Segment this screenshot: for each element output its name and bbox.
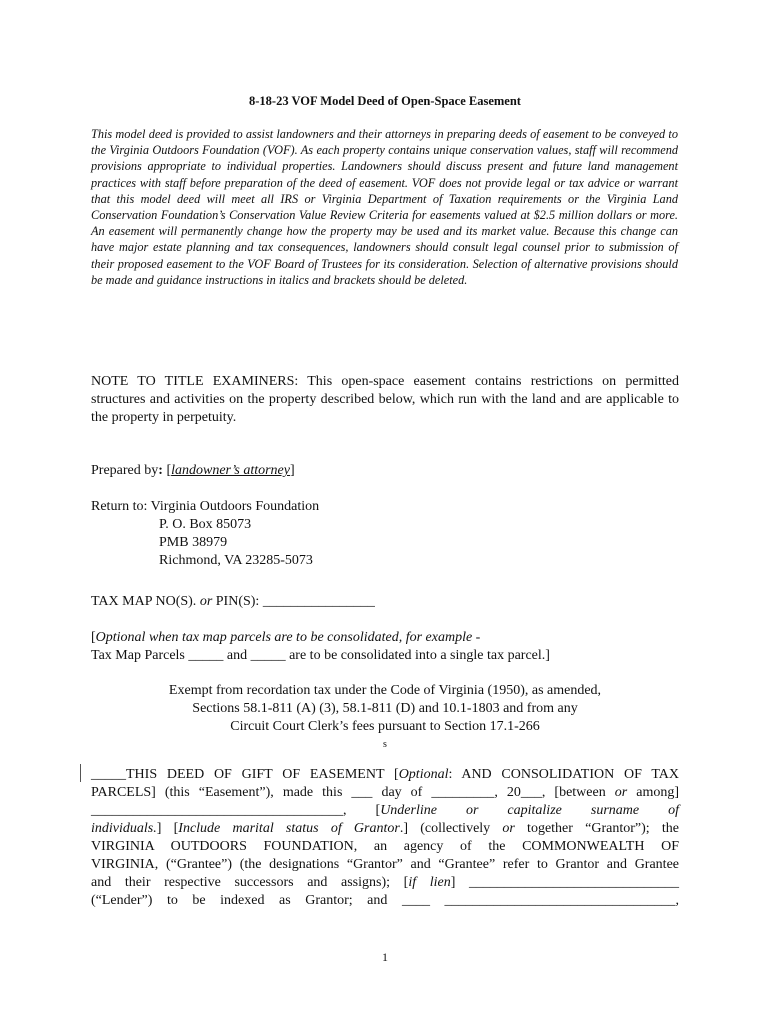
return-to-label: Return to: — [91, 499, 151, 514]
text-cursor-bar — [80, 764, 81, 782]
prepared-by-colon: : — [158, 463, 163, 478]
deed-line-4d: .] (collectively — [399, 821, 503, 836]
deed-line-1 — [91, 766, 679, 784]
deed-line-7b: if lien — [408, 875, 451, 890]
deed-line-7c: ] ______________________________ — [450, 875, 679, 890]
deed-opening-paragraph — [91, 766, 679, 910]
deed-line-4f: together “Grantor”); the — [514, 821, 679, 836]
recordation-exemption — [91, 682, 679, 736]
tax-map-part2: PIN(S): ________________ — [212, 594, 375, 609]
deed-line-4 — [91, 820, 679, 838]
deed-line-1b: Optional — [398, 767, 449, 782]
page-number: 1 — [382, 950, 388, 964]
exempt-line-3: Circuit Court Clerk’s fees pursuant to Section 17.1-266 — [230, 719, 540, 734]
return-to-line-3: PMB 38979 — [159, 535, 228, 550]
prepared-by-value: landowner’s attorney — [171, 463, 290, 478]
deed-line-1c: : AND CONSOLIDATION OF TAX — [448, 767, 680, 782]
return-to-line-2: P. O. Box 85073 — [159, 517, 252, 532]
optional-line-2: Tax Map Parcels _____ and _____ are to be consolidated into a single tax parcel.] — [91, 648, 550, 663]
prepared-by-open: [ — [162, 463, 172, 478]
return-to-line-4: Richmond, VA 23285-5073 — [159, 553, 313, 568]
note-to-title-examiners: NOTE TO TITLE EXAMINERS: This open-space easement contains restrictions on permitted structures and activities on the property described below, which run with the land and are applicable to the property in perpetuity. — [91, 374, 679, 425]
deed-line-3 — [91, 802, 679, 820]
intro-instructions: This model deed is provided to assist landowners and their attorneys in preparing deeds of easement to be conveyed to the Virginia Outdoors Foundation (VOF). As each property contains unique conservation values, staff will recommend provisions appropriate to individual properties. Landowners should discuss present and future land management practices with staff before preparation of the deed of easement. VOF does not provide legal or tax advice or warrant that this model deed will meet all IRS or Virginia Department of Taxation requirements or the Virginia Land Conservation Foundation’s Conservation Value Review Criteria for easements valued at $2.5 million dollars or more. An easement will permanently change how the property may be used and its market value. Because this change can have major estate planning and tax consequences, landowners should consult legal counsel prior to submission of their proposed easement to the VOF Board of Trustees for its consideration. Selection of alternative provisions should be made and guidance instructions in italics and brackets should be deleted. — [91, 127, 678, 287]
exempt-line-2: Sections 58.1-811 (A) (3), 58.1-811 (D) and 10.1-1803 and from any — [192, 701, 578, 716]
prepared-by — [91, 462, 679, 480]
deed-line-3b: Underline or capitalize surname of — [380, 803, 679, 818]
exempt-line-1: Exempt from recordation tax under the Code of Virginia (1950), as amended, — [168, 683, 602, 698]
deed-line-4a: individuals. — [91, 821, 157, 836]
deed-line-7 — [91, 874, 679, 892]
deed-line-2c: among] — [627, 785, 680, 800]
deed-line-3a: ____________________________________, [ — [91, 803, 381, 818]
prepared-by-label: Prepared by — [91, 463, 159, 478]
optional-open: [ — [91, 630, 96, 645]
deed-line-8: (“Lender”) to be indexed as Grantor; and ____ _________________________________, — [91, 893, 679, 908]
deed-line-1a: _____THIS DEED OF GIFT OF EASEMENT [ — [91, 767, 399, 782]
document-title: 8-18-23 VOF Model Deed of Open-Space Easement — [249, 94, 521, 108]
deed-line-4b: ] [ — [156, 821, 179, 836]
deed-line-6: VIRGINIA, (“Grantee”) (the designations “Grantor” and “Grantee” refer to Grantor and Grantee — [91, 857, 679, 872]
deed-line-5: VIRGINIA OUTDOORS FOUNDATION, an agency of the COMMONWEALTH OF — [91, 839, 679, 854]
tax-map-line — [91, 593, 679, 611]
deed-line-2b: or — [614, 785, 628, 800]
optional-italic: Optional when tax map parcels are to be consolidated, for example - — [95, 630, 481, 645]
return-to-line-1: Virginia Outdoors Foundation — [150, 499, 320, 514]
section-mark: s — [383, 739, 387, 750]
deed-line-4c: Include marital status of Grantor — [178, 821, 400, 836]
prepared-by-close: ] — [289, 463, 295, 478]
tax-map-part1: TAX MAP NO(S). — [91, 594, 200, 609]
return-to — [91, 498, 679, 516]
deed-line-4e: or — [502, 821, 515, 836]
deed-line-2a: PARCELS] (this “Easement”), made this ___ day of _________, 20___, [between — [91, 785, 615, 800]
deed-line-2 — [91, 784, 679, 802]
optional-consolidation-note — [91, 629, 679, 665]
tax-map-or: or — [199, 594, 213, 609]
deed-line-7a: and their respective successors and assigns); [ — [91, 875, 409, 890]
